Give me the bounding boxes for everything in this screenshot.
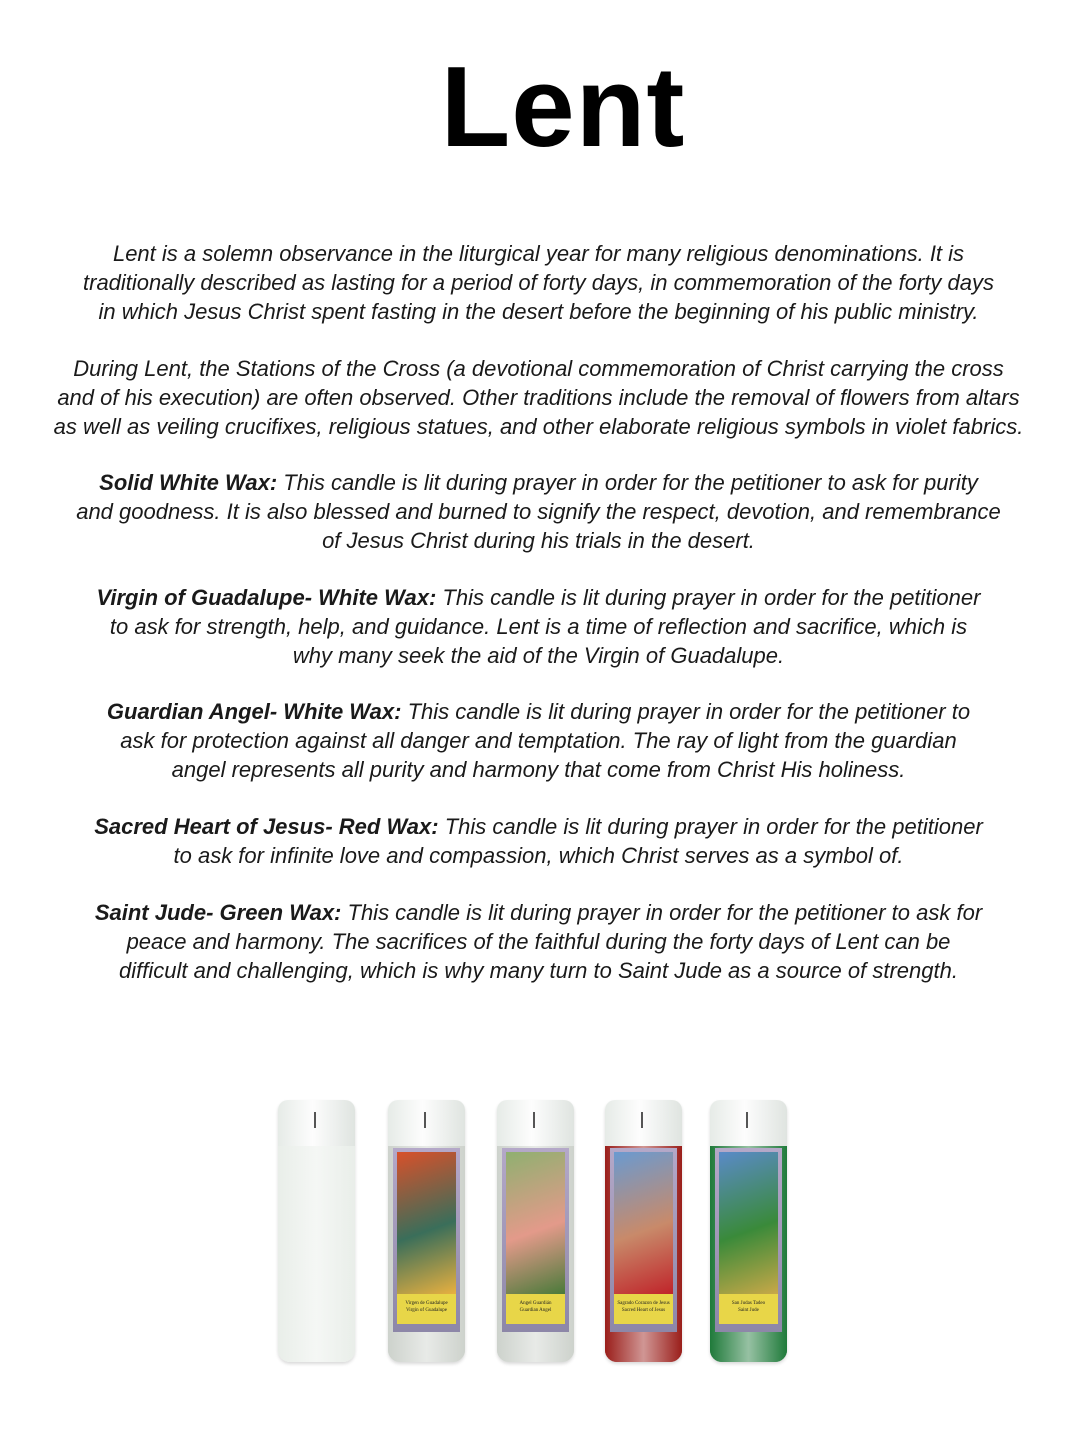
candle-glass	[388, 1100, 465, 1147]
wick	[533, 1112, 535, 1128]
paragraph-line: traditionally described as lasting for a period of forty days, in commemoration of the forty days	[83, 269, 994, 295]
saint-image	[719, 1152, 778, 1294]
candle-label-panel	[715, 1148, 782, 1332]
saint-image	[397, 1152, 456, 1294]
candle-glass	[278, 1100, 355, 1147]
paragraph	[0, 584, 1071, 670]
candle-label-text: Angel Guardián Guardian Angel	[506, 1294, 565, 1324]
wick	[424, 1112, 426, 1128]
paragraph-heading: Virgin of Guadalupe- White Wax:	[96, 585, 437, 610]
candle-saint-jude	[710, 1100, 787, 1362]
paragraph	[0, 240, 1071, 326]
candle-glass	[497, 1100, 574, 1147]
paragraph-line: and of his execution) are often observed. Other traditions include the removal of flowers from altars	[57, 384, 1020, 410]
candle-label-text: Virgen de Guadalupe Virgin of Guadalupe	[397, 1294, 456, 1324]
paragraph-line: Saint Jude- Green Wax: This candle is lit during prayer in order for the petitioner to ask for	[94, 900, 983, 925]
wick	[746, 1112, 748, 1128]
paragraph	[0, 698, 1071, 784]
paragraph-line: Guardian Angel- White Wax: This candle is lit during prayer in order for the petitioner to	[106, 699, 971, 724]
paragraph-line: During Lent, the Stations of the Cross (a devotional commemoration of Christ carrying the cross	[73, 356, 1004, 381]
paragraph-heading: Solid White Wax:	[99, 470, 278, 495]
candle-glass	[605, 1100, 682, 1147]
paragraph-line: of Jesus Christ during his trials in the desert.	[322, 527, 755, 553]
paragraph-line: why many seek the aid of the Virgin of Guadalupe.	[292, 642, 785, 668]
paragraph-line: peace and harmony. The sacrifices of the faithful during the forty days of Lent can be	[126, 928, 951, 954]
paragraph-line: to ask for strength, help, and guidance. Lent is a time of reflection and sacrifice, which is	[109, 613, 968, 639]
paragraph-heading: Saint Jude- Green Wax:	[94, 900, 342, 925]
paragraph	[0, 469, 1071, 555]
paragraph-line: difficult and challenging, which is why many turn to Saint Jude as a source of strength.	[119, 957, 958, 983]
paragraph-heading: Guardian Angel- White Wax:	[106, 699, 402, 724]
paragraph-line: Solid White Wax: This candle is lit during prayer in order for the petitioner to ask for purity	[99, 470, 978, 495]
candle-wax	[278, 1146, 355, 1362]
paragraph-line: as well as veiling crucifixes, religious statues, and other elaborate religious symbols in violet fabrics.	[53, 413, 1024, 439]
paragraph	[0, 813, 1071, 871]
candle-label-panel	[393, 1148, 460, 1332]
paragraph-heading: Sacred Heart of Jesus- Red Wax:	[94, 814, 439, 839]
candle-sacred-heart	[605, 1100, 682, 1362]
candle-glass	[710, 1100, 787, 1147]
paragraph	[0, 899, 1071, 985]
paragraph-line: Virgin of Guadalupe- White Wax: This candle is lit during prayer in order for the petitioner	[96, 585, 981, 610]
candle-label-text: Sagrado Corazon de Jesus Sacred Heart of Jesus	[614, 1294, 673, 1324]
candle-virgin-of-guadalupe	[388, 1100, 465, 1362]
paragraph-line: and goodness. It is also blessed and burned to signify the respect, devotion, and remembrance	[76, 498, 1001, 524]
saint-image	[614, 1152, 673, 1294]
wick	[641, 1112, 643, 1128]
page-title: Lent	[440, 44, 686, 171]
paragraph-line: in which Jesus Christ spent fasting in the desert before the beginning of his public ministry.	[98, 298, 979, 324]
paragraph-line: Lent is a solemn observance in the liturgical year for many religious denominations. It is	[112, 241, 965, 266]
paragraph-line: to ask for infinite love and compassion, which Christ serves as a symbol of.	[173, 842, 904, 868]
saint-image	[506, 1152, 565, 1294]
paragraph-line: ask for protection against all danger and temptation. The ray of light from the guardian	[120, 727, 957, 753]
paragraph-line: Sacred Heart of Jesus- Red Wax: This candle is lit during prayer in order for the petitioner	[94, 814, 983, 839]
paragraph-line: angel represents all purity and harmony that come from Christ His holiness.	[171, 756, 906, 782]
candle-guardian-angel	[497, 1100, 574, 1362]
candle-label-text: San Judas Tadeo Saint Jude	[719, 1294, 778, 1324]
candle-label-panel	[610, 1148, 677, 1332]
wick	[314, 1112, 316, 1128]
candle-solid-white	[278, 1100, 355, 1362]
paragraph	[0, 355, 1071, 441]
candle-label-panel	[502, 1148, 569, 1332]
